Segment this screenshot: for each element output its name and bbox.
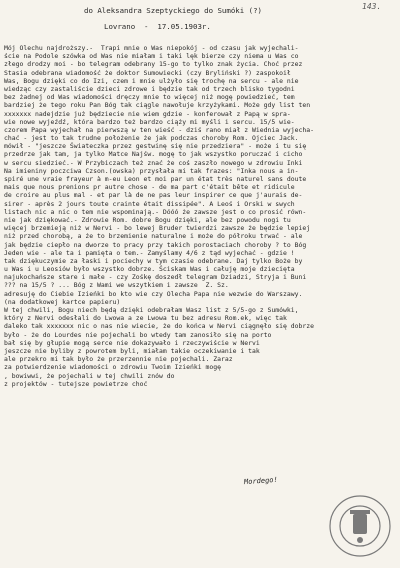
text-line: więcej brzemieją niż w Nervi - bo lewej Bruder twierdzi zawsze że będzie lepiej [4, 224, 311, 233]
text-line: daleko tak xxxxxxx nic o nas nie wiecie, że do końca w Nervi ciągnęło się dobrze [4, 322, 315, 331]
text-line: Jeden wie - ale ta i pamięta o tem.- Zamyślamy 4/6 z tąd wyjechać - gdzie ! [4, 248, 295, 257]
text-line: ście na Podole szówka od Was nie miałam i taki lęk bierze czy niema u Was co [4, 52, 299, 61]
text-line: bardziej że tego roku Pan Bóg tak ciągle nawołuje krzyżykami. Może gdy list ten [4, 101, 311, 110]
text-line: przedrze jak tam, ja tylko Matce Najśw. mogę to jak wszystko poruczać i cicho [4, 150, 303, 159]
text-line: ale przekro mi tak było że przerzennie nie pojechali. Zaraz [4, 355, 233, 364]
text-line: Was, Bogu dzięki co do Izi, czem i mnie ulżyło się trochę na sercu - ale nie [4, 76, 299, 85]
text-line: de croire au plus mal - et par là de ne pas leur inspirer ce que j'aurais de- [4, 191, 303, 200]
text-line: mais que nous prenions pr autre chose - de ma part c'était bête et ridicule [4, 183, 295, 192]
text-line: (na dodatkowej kartce papieru) [4, 297, 121, 306]
text-line: adresuję do Ciebie Izieńki bo kto wie czy Olecha Papa nie wezwie do Warszawy. [4, 289, 303, 298]
text-line: spiré une vraie frayeur à m-eu Leon et moi par un état très naturel sans doute [4, 175, 307, 183]
text-line: jak będzie ciepło na dworze to pracy przy takich porostaciach choroby ? to Bóg [4, 240, 307, 249]
text-line: tak dziękuczymie za łaski i pociechy w tym czasie odebrane. Daj tylko Boże by [4, 256, 303, 265]
text-line: złego drodzy moi - bo telegram odebrany 15-go to tylko znak życia. Choć przez [4, 60, 303, 69]
text-line: wiedząc czy zastaliście dzieci zdrowe i będzie tak od trzech blisko tygodni [4, 84, 295, 93]
archive-stamp-icon [326, 476, 394, 568]
text-line: mówił - "jeszcze Świateczka przez gestwinę się nie przedziera" - może i tu się [4, 142, 307, 151]
handwritten-note: Mordego! [243, 475, 278, 487]
letter-dateline: Lovrano - 17.05.1903r. [104, 22, 211, 31]
text-line: chać - jest to tak trudne położenie że jak podczas choroby Rom. Ojciec Jack. [4, 134, 299, 143]
text-line: bez żadnej od Was wiadomości dręczy mnie to więcej niż mogę powiedzieć, tem [4, 93, 295, 102]
letter-title: do Aleksandra Szeptyckiego do Sumóki (?) [84, 6, 262, 15]
text-line: nie jak dziękować.- Zdrowie Rom. dobre Bogu dzięki, ale bez powodu nogi tu [4, 215, 291, 224]
text-line: który z Nervi odesłali do Lwowa a ze Lwowa tu bez adresu Rom.ek, więc tak [4, 314, 287, 323]
text-line: w sercu siedzieć.- W Przybiczach też znać że coś zaszło nowego w zdrowiu Inki [4, 158, 303, 167]
text-line: jeszcze nie byliby z powrotem byli, miałam takie oczekiwanie i tak [4, 346, 260, 355]
text-line: Mój Olechu najdroższy.- Trapi mnie o Was niepokój - od czasu jak wyjechali- [4, 44, 299, 52]
text-line: z projektów - tutejsze powietrze choć [4, 379, 152, 388]
page-number: 143. [362, 2, 382, 11]
text-line: czorem Papa wyjechał na pierwszą w ten wieść - dziś rano miał z Wiednia wyjecha- [4, 125, 315, 134]
letter-header [0, 6, 400, 31]
text-line: listach nic a nic o tem nie wspominają.- Dóóó że zawsze jest o co prosić równ- [4, 207, 307, 216]
text-line: bał się by głupie mogą serce nie dokazywało i rzeczywiście w Nervi [4, 338, 260, 347]
text-line: niż przed chorobą, a że to brzemienie naturalne i może do półroku trwać - ale [4, 232, 303, 241]
text-line: wie nowe wyjeźdź, która bardzo też bardzo ciąży mi myśli i sercu. 15/5 wie- [4, 117, 295, 126]
text-line: u Was i u Leosiów było wszystko dobrze. Ściskam Was i całuję moje dziecięta [4, 265, 295, 274]
text-line: za potwierdzenie wiadomości o zdrowiu Twoim Izieńki mogę [4, 363, 222, 372]
text-line: sirer - après 2 jours toute crainte était dissipée". A Leoś i Orski w swych [4, 199, 295, 208]
text-line: ??? na 15/5 ? ... Bóg z Wami we wszytkiem i zawsze Z. Sz. [4, 281, 229, 290]
text-line: W tej chwili, Bogu niech będą dzięki odebrałam Wasz list z 5/5-go z Sumówki, [4, 306, 299, 314]
text-line: Na imieniny poczciwa Czson.(owska) przysłała mi tak frazes: "Inka nous a in- [4, 166, 299, 175]
text-line: Stasia odebrana wiadomość że doktor Sumowiecki (czy Bryliński ?) zaspokoił [4, 68, 291, 77]
text-line: , bowiwwi, że pojechali w tej chwili znów do [4, 371, 175, 380]
letter-body [4, 44, 396, 388]
text-line: najukochańsze stare i małe - czy Zośkę doszedł telegram Dziadzi, Stryja i Buni [4, 273, 307, 282]
text-line: xxxxxxx nadejdzie już będziecie nie wiem gdzie - konferował z Papą w spra- [4, 109, 291, 118]
text-line: było - że do Lourdes nie pojechali bo wtedy tam zanosiło się na porto [4, 330, 272, 339]
